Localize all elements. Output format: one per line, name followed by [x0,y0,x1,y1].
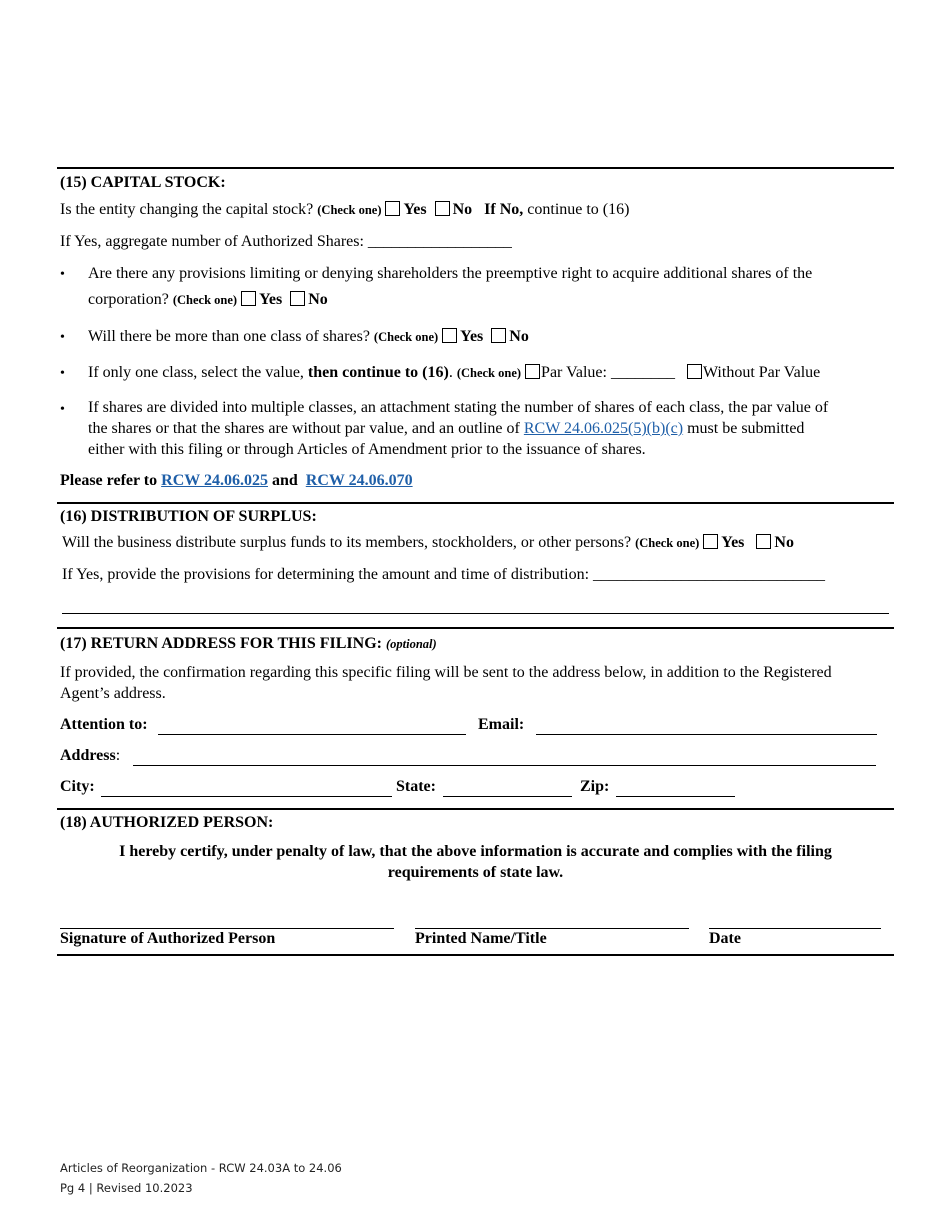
multiple-classes-question: Will there be more than one class of shares? (Check one) Yes No [88,328,529,345]
par-value-checkbox[interactable] [525,364,540,379]
footer-document-title: Articles of Reorganization - RCW 24.03A to 24.06 [60,1161,342,1175]
preemptive-right-question-cont: corporation? (Check one) Yes No [88,291,328,308]
section-15-heading: (15) CAPITAL STOCK: [60,174,226,191]
distribute-surplus-question: Will the business distribute surplus funds to its members, stockholders, or other persons? (Check one) Yes No [62,534,794,551]
multiple-classes-no-checkbox[interactable] [491,328,506,343]
distribution-provisions-field[interactable]: If Yes, provide the provisions for determining the amount and time of distribution: _____________________________ [62,566,826,583]
section-18-heading: (18) AUTHORIZED PERSON: [60,814,274,831]
section-divider [57,627,894,629]
return-address-description: If provided, the confirmation regarding this specific filing will be sent to the address below, in addition to the Registered [60,664,832,681]
rcw-24-06-025-link[interactable]: RCW 24.06.025 [161,472,268,489]
printed-name-line[interactable] [415,928,689,929]
footer-page-info: Pg 4 | Revised 10.2023 [60,1181,193,1195]
please-refer-line: Please refer to RCW 24.06.025 and RCW 24.06.070 [60,472,413,489]
section-divider [57,167,894,169]
rcw-24-06-070-link[interactable]: RCW 24.06.070 [305,472,413,489]
section-17-heading: (17) RETURN ADDRESS FOR THIS FILING: (optional) [60,635,437,652]
certification-statement: I hereby certify, under penalty of law, that the above information is accurate and complies with the filing [119,843,832,860]
certification-statement-line2: requirements of state law. [387,864,564,881]
city-label: City: [60,778,95,795]
surplus-yes-checkbox[interactable] [703,534,718,549]
section-16-heading: (16) DISTRIBUTION OF SURPLUS: [60,508,317,525]
state-label: State: [396,778,436,795]
capital-stock-question: Is the entity changing the capital stock? (Check one) Yes No If No, continue to (16) [60,201,630,218]
email-field[interactable] [536,734,877,735]
rcw-24-06-025-5bc-link[interactable]: RCW 24.06.025(5)(b)(c) [523,420,684,437]
section-divider [57,808,894,810]
address-label: Address: [60,747,121,764]
multiple-classes-note-line3: either with this filing or through Articles of Amendment prior to the issuance of shares. [88,441,646,458]
distribution-provisions-line[interactable] [62,613,889,614]
bullet: • [60,402,65,417]
bullet: • [60,366,65,381]
multiple-classes-note-line2: the shares or that the shares are without par value, and an outline of RCW 24.06.025(5)(b)(c) must be submitted [88,420,805,437]
preemptive-no-checkbox[interactable] [290,291,305,306]
bullet: • [60,267,65,282]
multiple-classes-note: If shares are divided into multiple classes, an attachment stating the number of shares of each class, the par value of [88,399,829,416]
without-par-value-checkbox[interactable] [687,364,702,379]
signature-line[interactable] [60,928,394,929]
bullet: • [60,330,65,345]
preemptive-yes-checkbox[interactable] [241,291,256,306]
multiple-classes-yes-checkbox[interactable] [442,328,457,343]
state-field[interactable] [443,796,572,797]
section-divider [57,502,894,504]
zip-label: Zip: [580,778,610,795]
address-field[interactable] [133,765,876,766]
authorized-shares-field[interactable]: If Yes, aggregate number of Authorized Shares: __________________ [60,233,512,250]
capital-stock-no-checkbox[interactable] [435,201,450,216]
attention-label: Attention to: [60,716,148,733]
surplus-no-checkbox[interactable] [756,534,771,549]
printed-name-label: Printed Name/Title [415,930,547,947]
city-field[interactable] [101,796,392,797]
date-label: Date [709,930,741,947]
one-class-value-question: If only one class, select the value, then continue to (16). (Check one) Par Value: ________ Without Par Value [88,364,821,381]
zip-field[interactable] [616,796,735,797]
attention-field[interactable] [158,734,466,735]
section-divider [57,954,894,956]
preemptive-right-question: Are there any provisions limiting or denying shareholders the preemptive right to acquire additional shares of the [88,265,813,282]
date-line[interactable] [709,928,881,929]
signature-label: Signature of Authorized Person [60,930,276,947]
email-label: Email: [478,716,525,733]
capital-stock-yes-checkbox[interactable] [385,201,400,216]
return-address-description-line2: Agent’s address. [60,685,166,702]
